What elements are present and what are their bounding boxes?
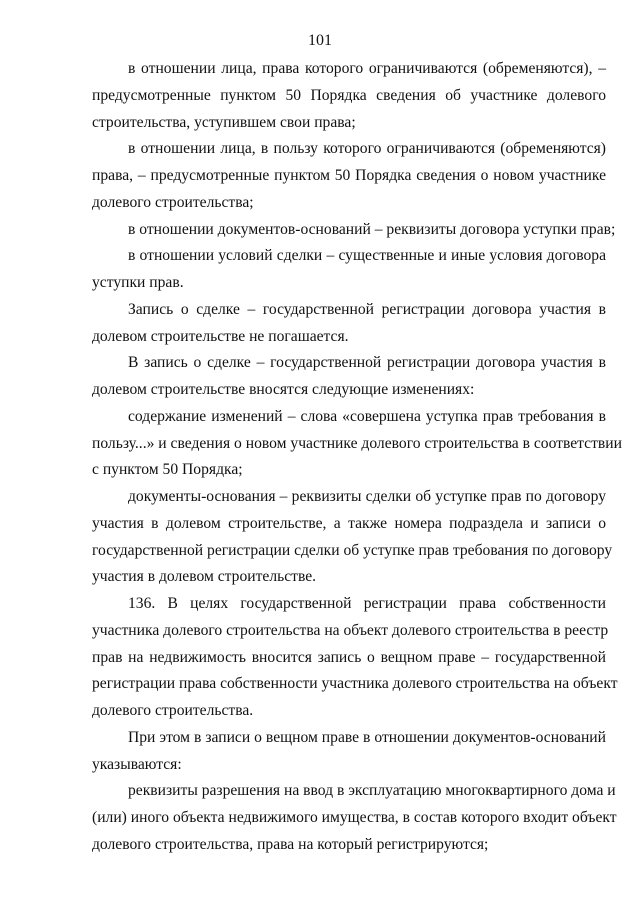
text-line: прав на недвижимость вносится запись о вещном праве – государственной — [92, 648, 606, 666]
text-line: реквизиты разрешения на ввод в эксплуатацию многоквартирного дома и — [128, 782, 616, 800]
text-line: содержание изменений – слова «совершена уступка прав требования в — [128, 407, 606, 425]
text-line: уступки прав. — [92, 274, 184, 291]
text-line: в отношении условий сделки – существенные и иные условия договора — [128, 247, 606, 265]
text-line: в отношении документов-оснований – реквизиты договора уступки прав; — [128, 220, 616, 238]
body-text — [92, 56, 622, 859]
text-line: долевом строительстве не погашается. — [92, 327, 349, 345]
text-line: документы-основания – реквизиты сделки об уступке прав по договору — [128, 488, 606, 505]
text-line: долевого строительства. — [92, 702, 254, 719]
page-number: 101 — [308, 32, 332, 49]
text-line: участника долевого строительства на объект долевого строительства в реестр — [92, 621, 609, 639]
text-line: долевом строительстве вносятся следующие изменениях: — [92, 381, 475, 398]
text-line: участия в долевом строительстве, а также номера подраздела и записи о — [92, 514, 606, 532]
text-line: указываются: — [92, 755, 182, 773]
text-line: В запись о сделке – государственной регистрации договора участия в — [128, 354, 606, 372]
text-line: долевого строительства, права на который регистрируются; — [92, 835, 489, 853]
text-line: Запись о сделке – государственной регистрации договора участия в — [128, 300, 606, 318]
text-line: в отношении лица, права которого ограничиваются (обременяются), – — [128, 60, 606, 77]
text-line: регистрации права собственности участника долевого строительства на объект — [92, 675, 618, 693]
text-line: 136. В целях государственной регистрации права собственности — [128, 595, 606, 612]
text-line: с пунктом 50 Порядка; — [92, 461, 243, 479]
text-line: долевого строительства; — [92, 193, 254, 211]
text-line: участия в долевом строительстве. — [92, 568, 317, 586]
text-line: предусмотренные пунктом 50 Порядка сведения об участнике долевого — [92, 86, 606, 104]
text-line: государственной регистрации сделки об уступке прав требования по договору — [92, 541, 613, 559]
text-line: строительства, уступившем свои права; — [92, 113, 356, 131]
text-line: в отношении лица, в пользу которого ограничиваются (обременяются) — [128, 140, 606, 158]
text-line: (или) иного объекта недвижимого имущества, в состав которого входит объект — [92, 809, 617, 826]
text-line: пользу...» и сведения о новом участнике долевого строительства в соответствии — [92, 434, 622, 452]
text-line: права, – предусмотренные пунктом 50 Порядка сведения о новом участнике — [92, 167, 606, 184]
text-line: При этом в записи о вещном праве в отношении документов-оснований — [128, 728, 606, 746]
